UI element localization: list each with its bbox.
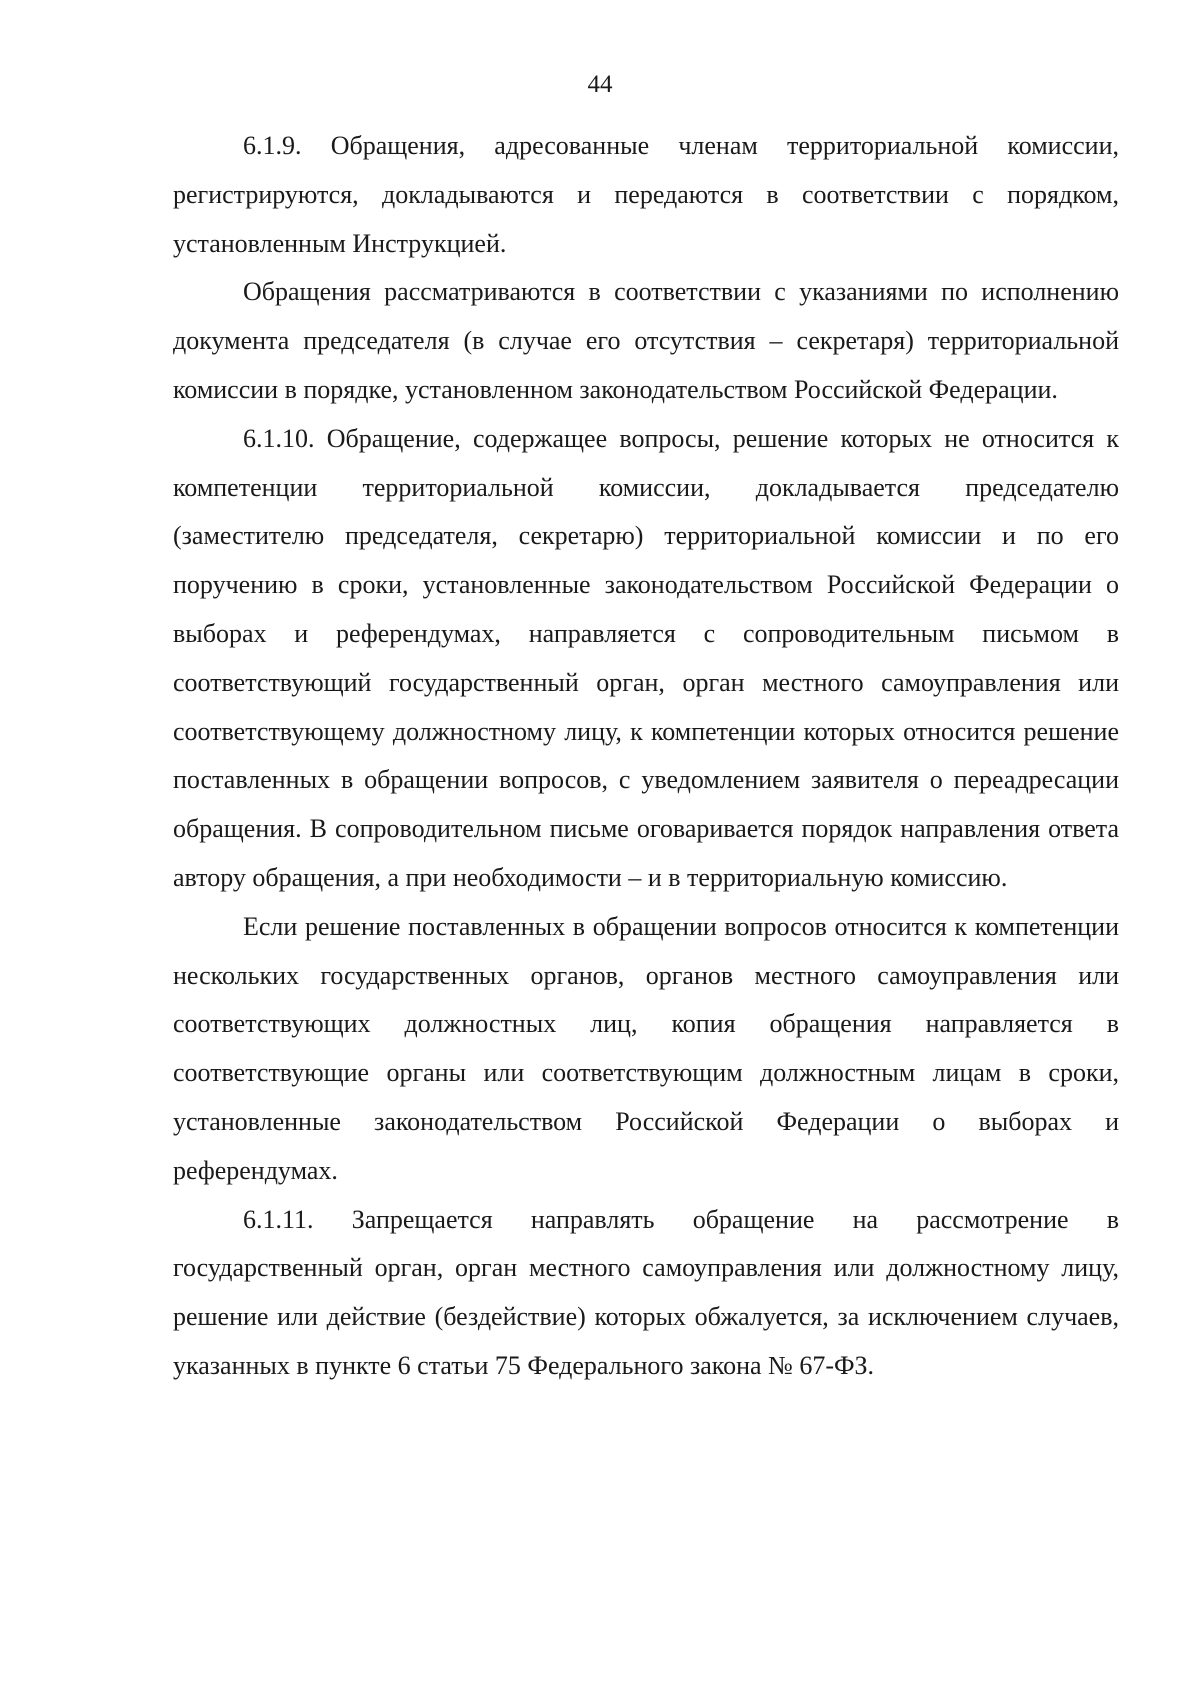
- paragraph-6-1-10: 6.1.10. Обращение, содержащее вопросы, решение которых не относится к компетенции территориальной комиссии, докладывается председателю (заместителю председателя, секретарю) территориальной комиссии и по его поручению в сроки, установленные законодательством Российской Федерации о выборах и референдумах, направляется с сопроводительным письмом в соответствующий государственный орган, орган местного самоуправления или соответствующему должностному лицу, к компетенции которых относится решение поставленных в обращении вопросов, с уведомлением заявителя о переадресации обращения. В сопроводительном письме оговаривается порядок направления ответа автору обращения, а при необходимости – и в территориальную комиссию.: [173, 423, 1119, 892]
- paragraph-6-1-9: 6.1.9. Обращения, адресованные членам территориальной комиссии, регистрируются, докладываются и передаются в соответствии с порядком, установленным Инструкцией.: [173, 131, 1119, 258]
- paragraph-multiple-bodies: Если решение поставленных в обращении вопросов относится к компетенции нескольких государственных органов, органов местного самоуправления или соответствующих должностных лиц, копия обращения направляется в соответствующие органы или соответствующим должностным лицам в сроки, установленные законодательством Российской Федерации о выборах и референдумах.: [173, 911, 1119, 1185]
- page-number: 44: [587, 71, 613, 98]
- document-body: [173, 122, 1119, 1391]
- paragraph-review-order: Обращения рассматриваются в соответствии с указаниями по исполнению документа председателя (в случае его отсутствия – секретаря) территориальной комиссии в порядке, установленном законодательством Российской Федерации.: [173, 277, 1119, 404]
- paragraph-6-1-11: 6.1.11. Запрещается направлять обращение на рассмотрение в государственный орган, орган местного самоуправления или должностному лицу, решение или действие (бездействие) которых обжалуется, за исключением случаев, указанных в пункте 6 статьи 75 Федерального закона № 67-ФЗ.: [173, 1204, 1119, 1380]
